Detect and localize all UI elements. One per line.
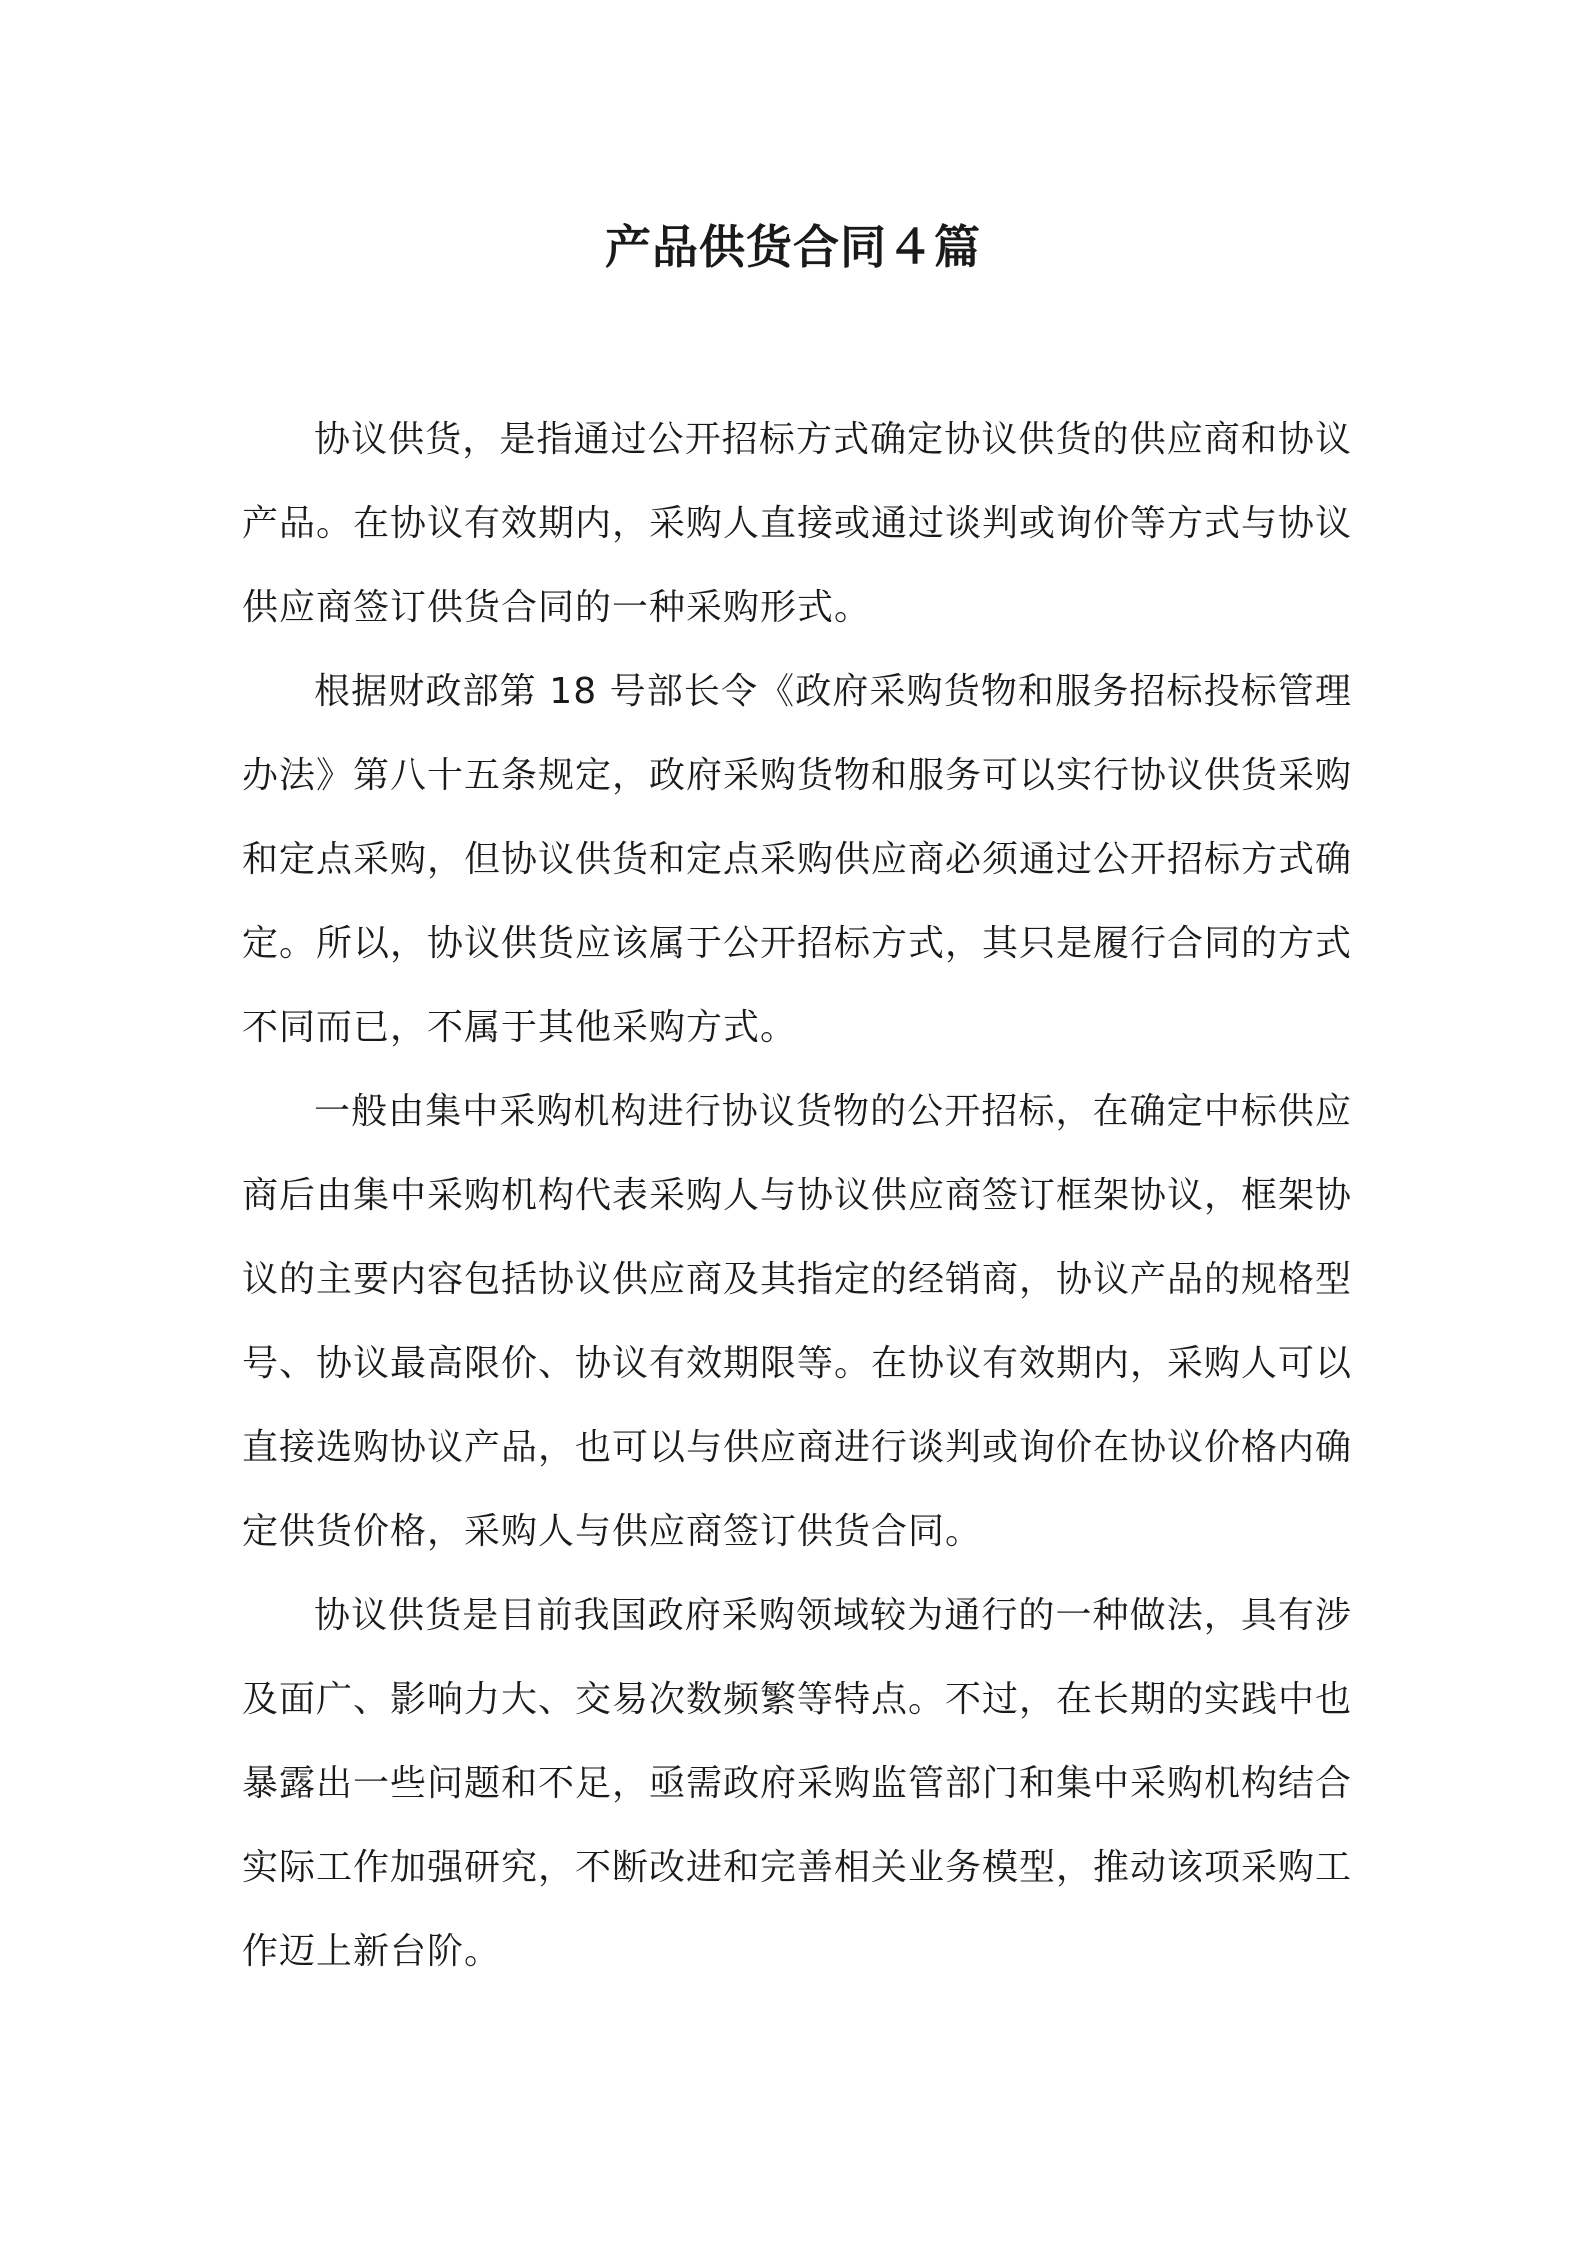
paragraph-2: 根据财政部第 18 号部长令《政府采购货物和服务招标投标管理办法》第八十五条规定，政府采购货物和服务可以实行协议供货采购和定点采购，但协议供货和定点采购供应商必须通过公开招标方式确定。所以，协议供货应该属于公开招标方式，其只是履行合同的方式不同而已，不属于其他采购方式。	[242, 671, 1353, 1048]
paragraph-4: 协议供货是目前我国政府采购领域较为通行的一种做法，具有涉及面广、影响力大、交易次数频繁等特点。不过，在长期的实践中也暴露出一些问题和不足，亟需政府采购监管部门和集中采购机构结合实际工作加强研究，不断改进和完善相关业务模型，推动该项采购工作迈上新台阶。	[242, 1595, 1353, 1972]
document-title: 产品供货合同４篇	[605, 220, 981, 274]
document-body	[242, 398, 1352, 1994]
paragraph-1: 协议供货，是指通过公开招标方式确定协议供货的供应商和协议产品。在协议有效期内，采购人直接或通过谈判或询价等方式与协议供应商签订供货合同的一种采购形式。	[242, 419, 1353, 628]
paragraph-3: 一般由集中采购机构进行协议货物的公开招标，在确定中标供应商后由集中采购机构代表采购人与协议供应商签订框架协议，框架协议的主要内容包括协议供应商及其指定的经销商，协议产品的规格型号、协议最高限价、协议有效期限等。在协议有效期内，采购人可以直接选购协议产品，也可以与供应商进行谈判或询价在协议价格内确定供货价格，采购人与供应商签订供货合同。	[242, 1091, 1353, 1552]
